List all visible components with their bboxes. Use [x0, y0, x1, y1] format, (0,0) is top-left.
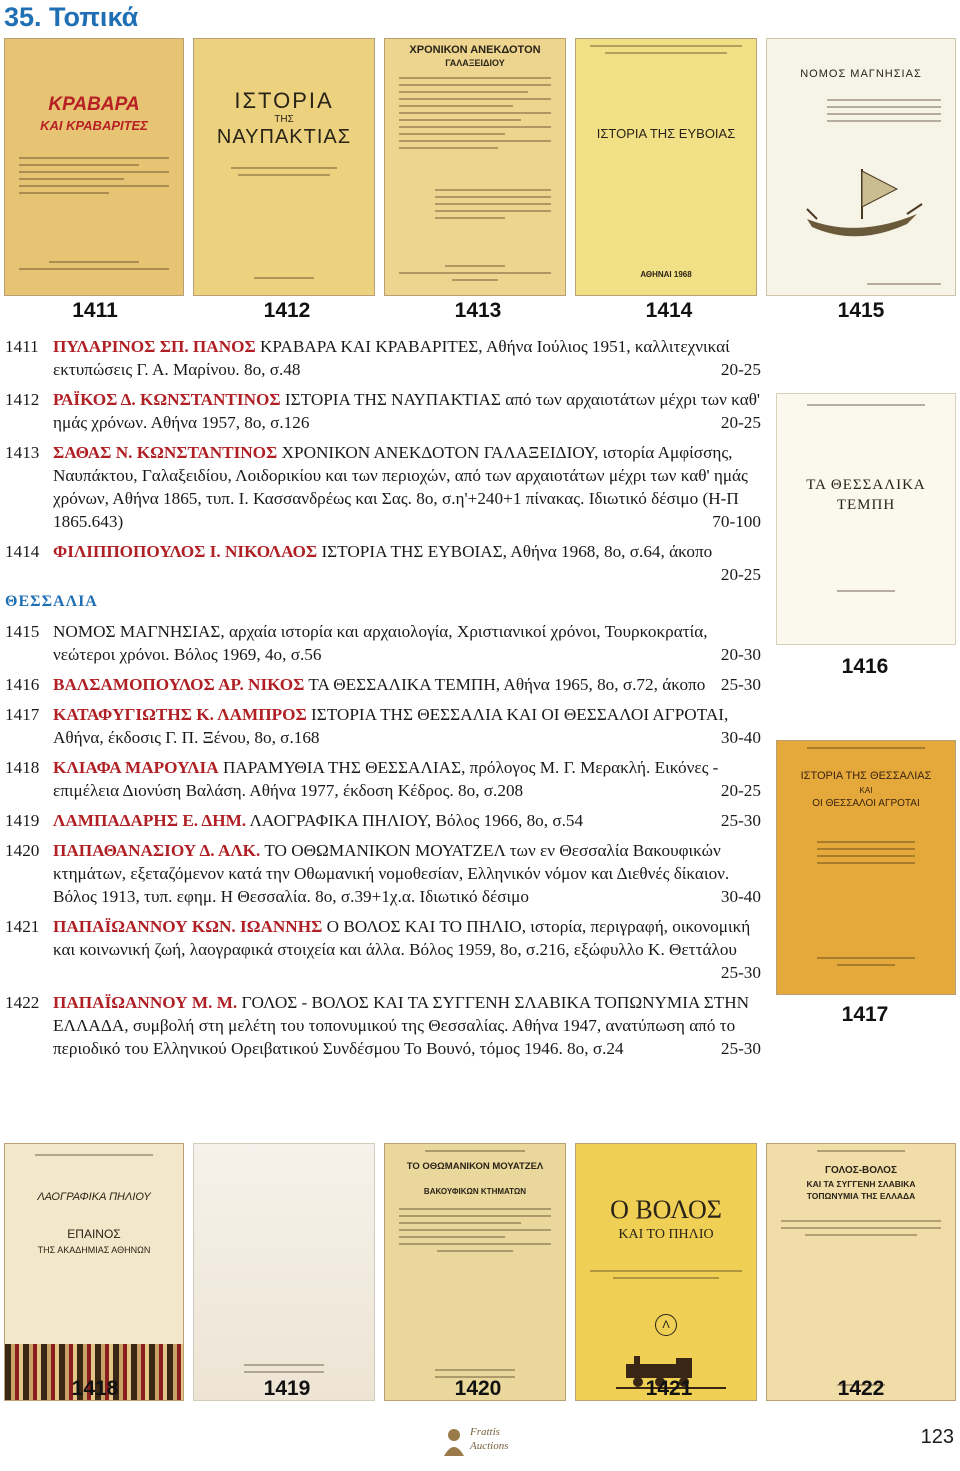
lot-price: 30-40 [720, 728, 761, 747]
lot-author: ΠΑΠΑΪΩΑΝΝΟΥ Μ. Μ. [53, 993, 238, 1012]
cover-text-lines [817, 841, 915, 869]
lot-description [53, 441, 761, 533]
lot-price: 25-30 [720, 1039, 761, 1058]
lot-description [53, 991, 761, 1060]
lot-number: 1412 [5, 390, 40, 409]
label-1413: 1413 [454, 299, 502, 322]
cover-title: ΧΡΟΝΙΚΟΝ ΑΝΕΚΔΟΤΟΝ [409, 44, 541, 56]
page-number: 123 [920, 1426, 954, 1448]
cover-1414 [575, 38, 757, 296]
catalog-entry [5, 991, 761, 1060]
cover-footer-lines [867, 283, 941, 290]
cover-title: ΛΑΟΓΡΑΦΙΚΑ ΠΗΛΙΟΥ [37, 1191, 151, 1203]
lot-author: ΚΛΙΑΦΑ ΜΑΡΟΥΛΙΑ [53, 758, 219, 777]
cover-title: ΙΣΤΟΡΙΑ ΤΗΣ ΕΥΒΟΙΑΣ [596, 126, 736, 141]
lot-description [53, 915, 761, 984]
label-1420: 1420 [454, 1377, 502, 1400]
cover-1418 [4, 1143, 184, 1401]
cover-1419 [193, 1143, 375, 1401]
cover-image-fill [194, 1144, 374, 1401]
lot-author: ΚΑΤΑΦΥΓΙΩΤΗΣ Κ. ΛΑΜΠΡΟΣ [53, 705, 307, 724]
lot-number: 1415 [5, 622, 40, 641]
lot-text: ΤΑ ΘΕΣΣΑΛΙΚΑ ΤΕΜΠΗ, Αθήνα 1965, 8ο, σ.72, άκοπο [304, 675, 706, 694]
cover-text-lines [208, 167, 360, 181]
cover-title: ΙΣΤΟΡΙΑ [234, 88, 334, 113]
cover-subtitle: ΕΠΑΙΝΟΣ [67, 1227, 121, 1241]
lot-description [53, 756, 761, 802]
cover-subtitle: ΚΑΙ ΤΑ ΣΥΓΓΕΝΗ ΣΛΑΒΙΚΑ [806, 1179, 916, 1189]
lot-description [53, 388, 761, 434]
lot-text: ΙΣΤΟΡΙΑ ΤΗΣ ΝΑΥΠΑΚΤΙΑΣ από των αρχαιοτάτων μέχρι των καθ' ημάς χρόνων. Αθήνα 1957, 8ο, σ.126 [53, 390, 761, 432]
lot-price: 30-40 [720, 887, 761, 906]
cover-author-lines [807, 404, 925, 411]
lot-author: ΣΑΘΑΣ Ν. ΚΩΝΣΤΑΝΤΙΝΟΣ [53, 443, 278, 462]
lot-number: 1413 [5, 443, 40, 462]
cover-subtitle: ΒΑΚΟΥΦΙΚΩΝ ΚΤΗΜΑΤΩΝ [423, 1187, 527, 1196]
lot-number: 1418 [5, 758, 40, 777]
label-1417: 1417 [841, 1003, 889, 1026]
cover-title-mid: ΤΗΣ [274, 114, 294, 125]
cover-1416 [776, 393, 956, 645]
cover-footer-lines [817, 957, 915, 971]
lot-description [53, 540, 761, 586]
cover-title-main: ΝΑΥΠΑΚΤΙΑΣ [216, 126, 352, 148]
cover-subtitle: ΚΑΙ ΤΟ ΠΗΛΙΟ [618, 1227, 714, 1242]
lot-description [53, 673, 761, 696]
lot-number: 1419 [5, 811, 40, 830]
cover-title: ΚΡΑΒΑΡΑ [48, 94, 140, 115]
lot-author: ΛΑΜΠΑΔΑΡΗΣ Ε. ΔΗΜ. [53, 811, 247, 830]
lot-text: ΚΡΑΒΑΡΑ ΚΑΙ ΚΡΑΒΑΡΙΤΕΣ, Αθήνα Ιούλιος 1951, καλλιτεχνικαί εκτυπώσεις Γ. Α. Μαρίνου. 8ο, σ.48 [53, 337, 730, 379]
lot-description [53, 839, 761, 908]
lot-text: ΙΣΤΟΡΙΑ ΤΗΣ ΘΕΣΣΑΛΙΑ ΚΑΙ ΟΙ ΘΕΣΣΑΛΟΙ ΑΓΡΟΤΑΙ, Αθήνα, έκδοσις Γ. Π. Ξένου, 8ο, σ.168 [53, 705, 729, 747]
cover-1415 [766, 38, 956, 296]
cover-title: ΤΟ ΟΘΩΜΑΝΙΚΟΝ ΜΟΥΑΤΖΕΛ [406, 1161, 544, 1172]
catalog-entry [5, 540, 761, 586]
lot-author: ΡΑΪΚΟΣ Δ. ΚΩΝΣΤΑΝΤΙΝΟΣ [53, 390, 281, 409]
label-1421: 1421 [645, 1377, 693, 1400]
catalog-entry [5, 915, 761, 984]
cover-text-lines [827, 99, 941, 127]
cover-author-lines [425, 1150, 525, 1157]
cover-title: ΙΣΤΟΡΙΑ ΤΗΣ ΘΕΣΣΑΛΙΑΣ [800, 770, 932, 782]
cover-footer-lines [837, 590, 895, 597]
lot-price: 20-25 [720, 781, 761, 800]
lot-text: ΤΟ ΟΘΩΜΑΝΙΚΟΝ ΜΟΥΑΤΖΕΛ των εν Θεσσαλία Βακουφικών κτημάτων, εξεταζόμενον κατά την Οθωμανική νομοθεσίαν, Ελληνικόν νόμον και Διεθνές δίκαιον. Βόλος 1913, τυπ. εφημ. Η Θεσσαλία. 8ο, σ.39+1χ.α. Ιδιωτικό δέσιμο [53, 841, 730, 906]
catalog-entry [5, 388, 761, 434]
lot-price: 25-30 [720, 811, 761, 830]
lot-author: ΠΑΠΑΪΩΑΝΝΟΥ ΚΩΝ. ΙΩΑΝΝΗΣ [53, 917, 323, 936]
cover-subtitle: ΚΑΙ ΚΡΑΒΑΡΙΤΕΣ [40, 118, 148, 133]
lot-text: Ο ΒΟΛΟΣ ΚΑΙ ΤΟ ΠΗΛΙΟ, ιστορία, περιγραφή, οικονομική και κοινωνική ζωή, λαογραφικά στοιχεία και άλλα. Βόλος 1959, 8ο, σ.216, εξώφυλλο Κ. Θεττάλου [53, 917, 751, 959]
lot-author: ΠΥΛΑΡΙΝΟΣ ΣΠ. ΠΑΝΟΣ [53, 337, 256, 356]
frattis-auctions-logo [440, 1422, 535, 1462]
catalog-entry [5, 703, 761, 749]
lot-author: ΠΑΠΑΘΑΝΑΣΙΟΥ Δ. ΑΛΚ. [53, 841, 261, 860]
catalog-entry [5, 673, 761, 696]
lot-price: 20-25 [720, 360, 761, 379]
lot-number: 1420 [5, 841, 40, 860]
label-1418: 1418 [71, 1377, 119, 1400]
cover-1421 [575, 1143, 757, 1401]
section-heading: ΘΕΣΣΑΛΙΑ [5, 593, 98, 610]
cover-1417 [776, 740, 956, 995]
catalog-entry [5, 756, 761, 802]
lot-number: 1411 [5, 337, 39, 356]
lot-price: 70-100 [712, 512, 761, 531]
lot-price: 20-25 [720, 413, 761, 432]
label-1419: 1419 [263, 1377, 311, 1400]
cover-author-lines [817, 1150, 905, 1157]
catalog-entry [5, 441, 761, 533]
cover-title: ΝΟΜΟΣ ΜΑΓΝΗΣΙΑΣ [800, 68, 922, 80]
lot-price: 20-30 [720, 645, 761, 664]
cover-author-lines [807, 747, 925, 754]
cover-footer-lines [208, 277, 360, 284]
cover-footer-lines [399, 265, 551, 286]
cover-title: Ο ΒΟΛΟΣ [610, 1195, 722, 1224]
cover-1420 [384, 1143, 566, 1401]
cover-text-lines [19, 157, 169, 199]
cover-title-mid: ΚΑΙ [859, 786, 873, 795]
cover-quote-lines [435, 189, 551, 224]
cover-text-lines [399, 1208, 551, 1257]
cover-1422 [766, 1143, 956, 1401]
label-1414: 1414 [645, 299, 693, 322]
lot-number: 1421 [5, 917, 40, 936]
lot-number: 1422 [5, 993, 40, 1012]
label-1411: 1411 [72, 299, 118, 322]
lot-text: ΧΡΟΝΙΚΟΝ ΑΝΕΚΔΟΤΟΝ ΓΑΛΑΞΕΙΔΙΟΥ, ιστορία Αμφίσσης, Ναυπάκτου, Γαλαξειδίου, Λοιδορικίου και των περιοχών, από των αρχαιοτάτων μέχρι των καθ' ημάς χρόνων, Αθήνα 1865, τυπ. Ι. Κασσανδρέως και Σας. 8ο, σ.η'+240+1 πίνακας. Ιδιωτικό δέσιμο (Η-Π 1865.643) [53, 443, 748, 531]
label-1416: 1416 [841, 655, 889, 678]
cover-text-lines [399, 77, 551, 154]
ship-illustration-icon [797, 159, 927, 249]
lot-text: ΙΣΤΟΡΙΑ ΤΗΣ ΕΥΒΟΙΑΣ, Αθήνα 1968, 8ο, σ.64, άκοπο [317, 542, 713, 561]
cover-subtitle-2: ΤΟΠΩΝΥΜΙΑ ΤΗΣ ΕΛΛΑΔΑ [806, 1191, 916, 1201]
lot-description [53, 335, 761, 381]
lot-text: ΛΑΟΓΡΑΦΙΚΑ ΠΗΛΙΟΥ, Βόλος 1966, 8ο, σ.54 [246, 811, 584, 830]
logo-emblem-icon [440, 1426, 468, 1458]
lot-number: 1416 [5, 675, 40, 694]
cover-text-lines [244, 1364, 324, 1378]
lot-number: 1414 [5, 542, 40, 561]
lot-description [53, 703, 761, 749]
cover-subtitle: ΤΕΜΠΗ [836, 497, 896, 513]
lot-text: ΠΑΡΑΜΥΘΙΑ ΤΗΣ ΘΕΣΣΑΛΙΑΣ, πρόλογος Μ. Γ. Μερακλή. Εικόνες - επιμέλεια Διονύση Βαλάση. Αθήνα 1977, έκδοση Κέδρος. 8ο, σ.208 [53, 758, 719, 800]
cover-1412 [193, 38, 375, 296]
logo-line-2: Auctions [470, 1440, 509, 1452]
cover-1413 [384, 38, 566, 296]
label-1422: 1422 [837, 1377, 885, 1400]
catalog-entry [5, 839, 761, 908]
cover-title: ΓΟΛΟΣ-ΒΟΛΟΣ [825, 1165, 897, 1176]
lot-price: 25-30 [720, 963, 761, 982]
catalog-entry [5, 335, 761, 381]
publisher-mark-icon: Λ [655, 1314, 677, 1336]
logo-line-1: Frattis [470, 1426, 500, 1438]
cover-text-lines [781, 1220, 941, 1241]
label-1415: 1415 [837, 299, 885, 322]
cover-text-lines [590, 1270, 742, 1284]
cover-1411 [4, 38, 184, 296]
lot-description [53, 809, 761, 832]
lot-price: 20-25 [720, 565, 761, 584]
cover-subtitle-2: ΤΗΣ ΑΚΑΔΗΜΙΑΣ ΑΘΗΝΩΝ [37, 1245, 151, 1255]
lot-author: ΒΑΛΣΑΜΟΠΟΥΛΟΣ ΑΡ. ΝΙΚΟΣ [53, 675, 305, 694]
lot-description [53, 620, 761, 666]
catalog-entry [5, 809, 761, 832]
lot-price: 25-30 [720, 675, 761, 694]
lot-text: ΓΟΛΟΣ - ΒΟΛΟΣ ΚΑΙ ΤΑ ΣΥΓΓΕΝΗ ΣΛΑΒΙΚΑ ΤΟΠΩΝΥΜΙΑ ΣΤΗΝ ΕΛΛΑΔΑ, συμβολή στη μελέτη του τοπονυμικού της Θεσσαλίας. Αθήνα 1947, ανατύπωση από το περιοδικό του Ελληνικού Ορειβατικού Συνδέσμου Το Βουνό, τόμος 1946. 8ο, σ.24 [53, 993, 750, 1058]
catalog-entry [5, 620, 761, 666]
cover-title-main: ΟΙ ΘΕΣΣΑΛΟΙ ΑΓΡΟΤΑΙ [812, 798, 920, 809]
entries-list [5, 335, 761, 1067]
lot-number: 1417 [5, 705, 40, 724]
lot-author: ΦΙΛΙΠΠΟΠΟΥΛΟΣ Ι. ΝΙΚΟΛΑΟΣ [53, 542, 318, 561]
cover-subtitle: ΓΑΛΑΞΕΙΔΙΟΥ [445, 58, 505, 68]
label-1412: 1412 [263, 299, 311, 322]
page-title: 35. Τοπικά [4, 2, 139, 32]
lot-text: ΝΟΜΟΣ ΜΑΓΝΗΣΙΑΣ, αρχαία ιστορία και αρχαιολογία, Χριστιανικοί χρόνοι, Τουρκοκρατία, νεώτεροι χρόνοι. Βόλος 1969, 4ο, σ.56 [53, 622, 708, 664]
cover-footer: ΑΘΗΝΑΙ 1968 [640, 270, 692, 279]
cover-title: ΤΑ ΘΕΣΣΑΛΙΚΑ [806, 477, 926, 493]
cover-footer-lines [19, 261, 169, 275]
cover-author-lines [35, 1154, 153, 1161]
cover-author-lines [590, 45, 742, 59]
